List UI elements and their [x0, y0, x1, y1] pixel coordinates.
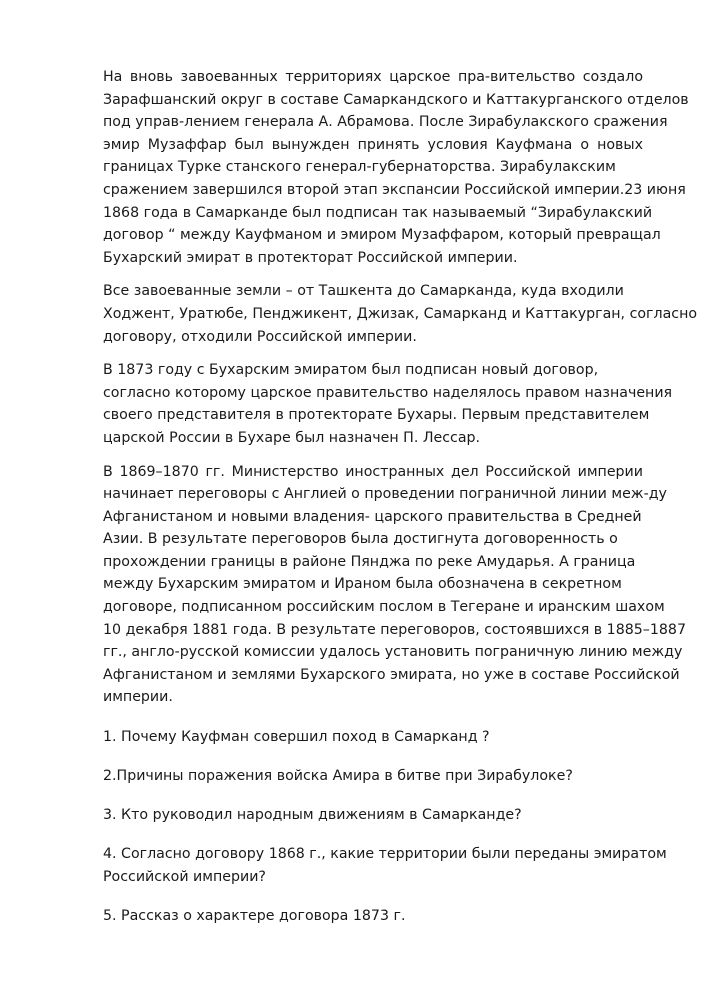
text-line: На вновь завоеванных территориях царское пра-вительство создало: [103, 69, 643, 85]
text-line: договор “ между Кауфманом и эмиром Музаффаром, который превращал: [103, 227, 661, 244]
question-text: Российской империи?: [103, 868, 266, 885]
question-text: 2.Причины поражения войска Амира в битве при Зирабулоке?: [103, 768, 573, 785]
question-3: [103, 804, 643, 827]
text-line: своего представителя в протекторате Бухары. Первым представителем: [103, 407, 650, 424]
paragraph-border-negotiations: [103, 461, 686, 710]
text-line: Азии. В результате переговоров была достигнута договоренность о: [103, 531, 618, 548]
text-line: В 1873 году с Бухарским эмиратом был подписан новый договор,: [103, 362, 599, 379]
text-line: согласно которому царское правительство наделялось правом назначения: [103, 384, 673, 401]
paragraph-zirabulak-treaty: [103, 66, 689, 269]
text-line: сражением завершился второй этап экспансии Российской империи.23 июня: [103, 181, 686, 198]
text-line: Зарафшанский округ в составе Самаркандского и Каттакурганского отделов: [103, 91, 689, 108]
text-line: В 1869–1870 гг. Министерство иностранных дел Российской империи: [103, 463, 643, 480]
text-line: Афганистаном и новыми владения- царского правительства в Средней: [103, 508, 642, 525]
text-line: прохождении границы в районе Пянджа по реке Амударья. А граница: [103, 553, 636, 570]
text-line: Афганистаном и землями Бухарского эмирата, но уже в составе Российской: [103, 666, 680, 683]
question-text: 5. Рассказ о характере договора 1873 г.: [103, 908, 406, 924]
text-line: Все завоеванные земли – от Ташкента до Самарканда, куда входили: [103, 283, 624, 300]
question-2: [103, 765, 643, 788]
document-body: [103, 66, 698, 944]
text-line: Ходжент, Уратюбе, Пенджикент, Джизак, Самарканд и Каттакурган, согласно: [103, 305, 698, 322]
text-line: договору, отходили Российской империи.: [103, 328, 417, 345]
question-4: [103, 843, 667, 888]
question-text: 3. Кто руководил народным движениям в Самарканде?: [103, 807, 522, 824]
paragraph-conquered-lands: [103, 280, 698, 348]
text-line: Бухарский эмират в протекторат Российской империи.: [103, 249, 518, 266]
question-5: [103, 905, 643, 928]
question-text: 4. Согласно договору 1868 г., какие территории были переданы эмиратом: [103, 846, 667, 863]
text-line: 10 декабря 1881 года. В результате переговоров, состоявшихся в 1885–1887: [103, 621, 686, 638]
text-line: между Бухарским эмиратом и Ираном была обозначена в секретном: [103, 576, 622, 593]
text-line: начинает переговоры с Англией о проведении пограничной линии меж-ду: [103, 486, 667, 503]
text-line: гг., англо-русской комиссии удалось установить пограничную линию между: [103, 644, 683, 661]
text-line: под управ-лением генерала А. Абрамова. После Зирабулакского сражения: [103, 114, 668, 131]
text-line: 1868 года в Самарканде был подписан так называемый “Зирабулакский: [103, 204, 653, 221]
text-line: эмир Музаффар был вынужден принять условия Кауфмана о новых: [103, 136, 643, 153]
text-line: договоре, подписанном российским послом в Тегеране и иранским шахом: [103, 599, 665, 616]
question-text: 1. Почему Кауфман совершил поход в Самарканд ?: [103, 729, 490, 746]
text-line: империи.: [103, 689, 173, 706]
text-line: царской России в Бухаре был назначен П. Лессар.: [103, 429, 481, 446]
question-1: [103, 726, 643, 749]
paragraph-1873-treaty: [103, 359, 673, 449]
text-line: границах Турке станского генерал-губернаторства. Зирабулакским: [103, 159, 616, 176]
